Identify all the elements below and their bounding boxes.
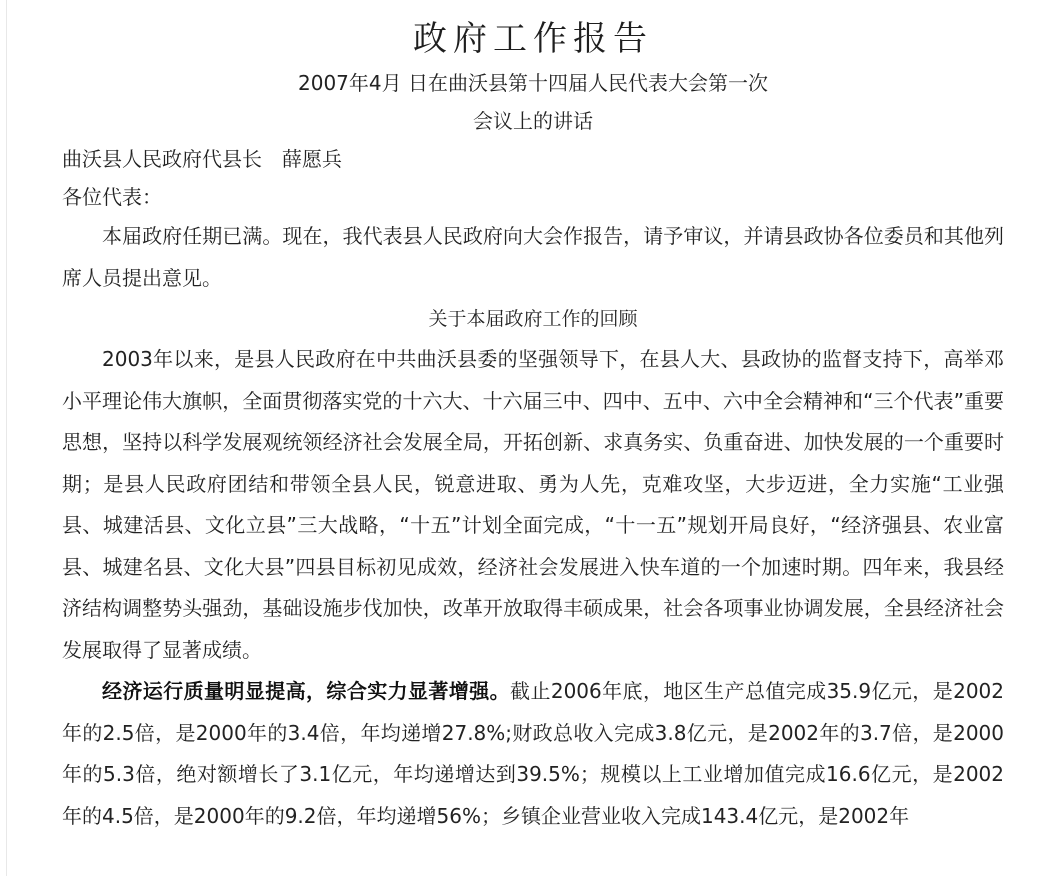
- document-subtitle-line-1: 2007年4月 日在曲沃县第十四届人民代表大会第一次: [298, 71, 768, 95]
- economy-paragraph: [62, 671, 1004, 837]
- speaker-line: 曲沃县人民政府代县长 薛愿兵: [62, 147, 342, 171]
- page-left-border: [6, 0, 7, 876]
- document-subtitle-line-2: 会议上的讲话: [473, 109, 593, 133]
- salutation: 各位代表：: [62, 185, 162, 209]
- section-heading: 关于本届政府工作的回顾: [428, 308, 638, 330]
- intro-paragraph: 本届政府任期已满。现在，我代表县人民政府向大会作报告，请予审议，并请县政协各位委员和其他列席人员提出意见。: [62, 224, 1004, 290]
- document-title: 政府工作报告: [413, 19, 653, 59]
- review-paragraph: 2003年以来，是县人民政府在中共曲沃县委的坚强领导下，在县人大、县政协的监督支持下，高举邓小平理论伟大旗帜，全面贯彻落实党的十六大、十六届三中、四中、五中、六中全会精神和“三个代表”重要思想，坚持以科学发展观统领经济社会发展全局，开拓创新、求真务实、负重奋进、加快发展的一个重要时期；是县人民政府团结和带领全县人民，锐意进取、勇为人先，克难攻坚，大步迈进，全力实施“工业强县、城建活县、文化立县”三大战略，“十五”计划全面完成，“十一五”规划开局良好，“经济强县、农业富县、城建名县、文化大县”四县目标初见成效，经济社会发展进入快车道的一个加速时期。四年来，我县经济结构调整势头强劲，基础设施步伐加快，改革开放取得丰硕成果，社会各项事业协调发展，全县经济社会发展取得了显著成绩。: [62, 347, 1004, 662]
- economy-paragraph-body: 截止2006年底，地区生产总值完成35.9亿元，是2002年的2.5倍，是2000年的3.4倍，年均递增27.8%;财政总收入完成3.8亿元，是2002年的3.7倍，是2000年的5.3倍，绝对额增长了3.1亿元，年均递增达到39.5%；规模以上工业增加值完成16.6亿元，是2002年的4.5倍，是2000年的9.2倍，年均递增56%；乡镇企业营业收入完成143.4亿元，是2002年: [62, 679, 1005, 828]
- document-body: [62, 14, 1004, 837]
- economy-paragraph-lead: 经济运行质量明显提高，综合实力显著增强。: [102, 679, 511, 703]
